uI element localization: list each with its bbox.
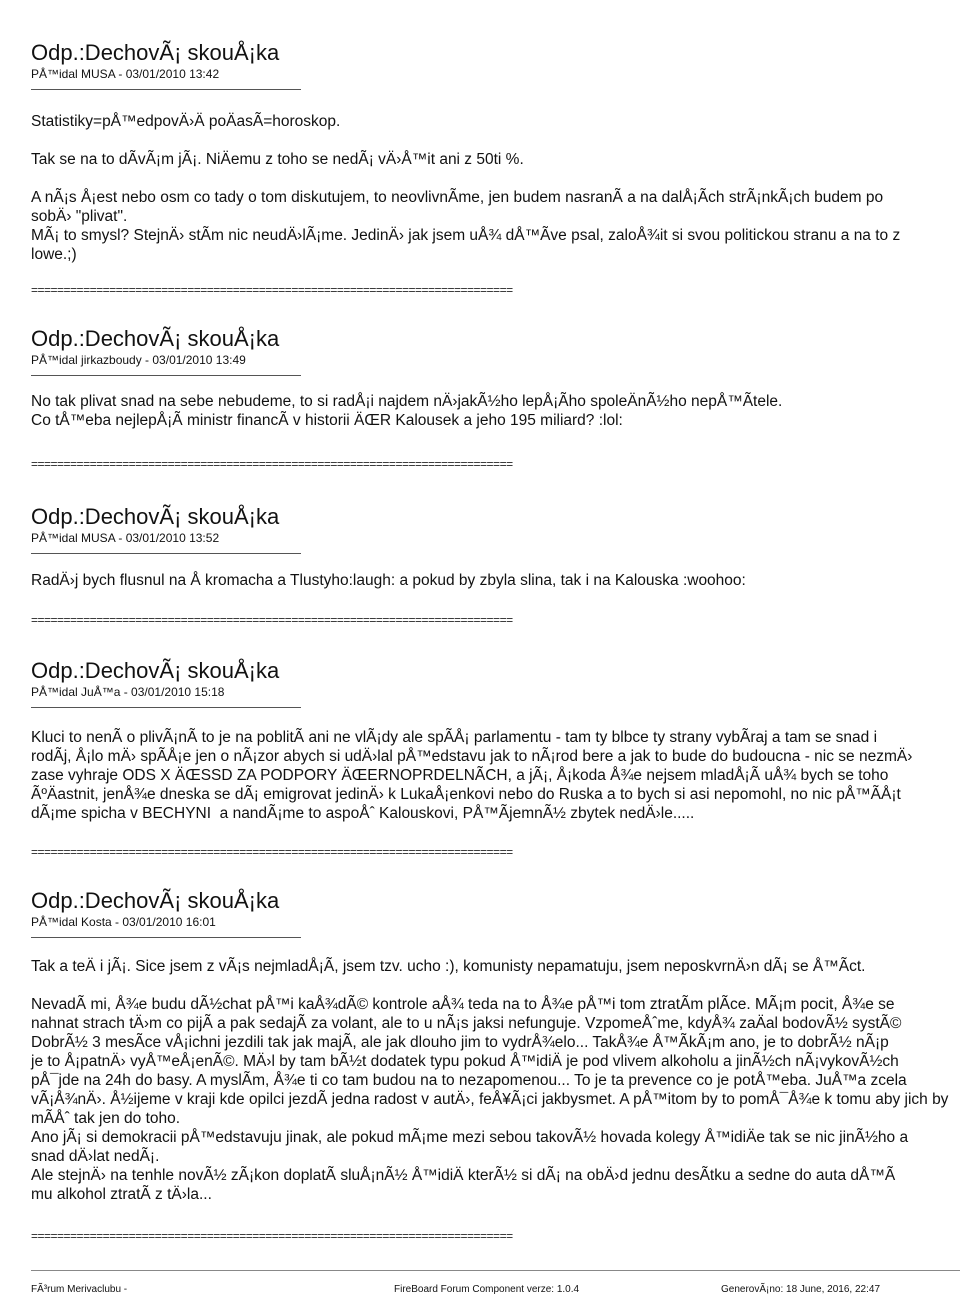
post-meta: PÅ™idal MUSA - 03/01/2010 13:42 [31, 67, 220, 81]
post-title: Odp.:DechovÃ¡ skouÅ¡ka [31, 888, 280, 913]
post-separator: ========================================================================== [31, 457, 513, 471]
body-line: NevadÃ mi, Å¾e budu dÃ½chat pÅ™i kaÅ¾dÃ© kontrole aÅ¾ teda na to Å¾e pÅ™i tom ztratÃm plÃce. MÃ¡m pocit, Å¾e se [31, 996, 895, 1013]
post-meta: PÅ™idal Kosta - 03/01/2010 16:01 [31, 915, 216, 929]
forum-post [31, 504, 960, 590]
body-line: Ano jÃ¡ si demokracii pÅ™edstavuju jinak, ale pokud mÃ¡me mezi sebou takovÃ½ hovada kolegy Å™idiÄe tak se nic jinÃ½ho a [31, 1129, 909, 1146]
footer-component-version: FireBoard Forum Component verze: 1.0.4 [394, 1284, 580, 1295]
post-title: Odp.:DechovÃ¡ skouÅ¡ka [31, 504, 280, 529]
body-line: sobÄ› "plivat". [31, 208, 128, 225]
post-separator: ========================================================================== [31, 845, 513, 859]
footer-generated-date: GenerovÃ¡no: 18 June, 2016, 22:47 [721, 1284, 881, 1295]
forum-post [31, 326, 960, 430]
body-line: Statistiky=pÅ™edpovÄ›Ä poÄasÃ=horoskop. [31, 113, 341, 130]
body-line: MÃ¡ to smysl? StejnÄ› stÃm nic neudÄ›lÃ¡me. JedinÄ› jak jsem uÅ¾ dÅ™Ãve psal, zaloÅ¾it si svou politickou stranu a na to z [31, 227, 901, 244]
post-separator: ========================================================================== [31, 613, 513, 627]
meta-divider [31, 553, 301, 554]
post-body [31, 571, 960, 590]
body-line: Ale stejnÄ› na tenhle novÃ½ zÃ¡kon doplatÃ sluÅ¡nÃ½ Å™idiÄ kterÃ½ si dÃ¡ na obÄ›d jednu desÃtku a sedne do auta dÅ™Ã [31, 1167, 896, 1184]
forum-post [31, 888, 960, 1204]
body-line: vÃ¡Å¾nÄ›. Å½ijeme v kraji kde opilci jezdÃ jedna radost v autÄ›, feÅ¥Ã¡ci jakbysmet. A pÅ™itom by to pomÅ¯Å¾e k tomu aby jich by [31, 1091, 949, 1108]
post-body [31, 392, 960, 430]
body-line: DobrÃ½ 3 mesÃce vÅ¡ichni jezdili tak jak majÃ, ale jak dlouho jim to vydrÅ¾elo... TakÅ¾e Å™ÃkÃ¡m ano, je to dobrÃ½ nÃ¡p [31, 1034, 889, 1051]
body-line: zase vyhraje ODS X ÄŒSSD ZA PODPORY ÄŒERNOPRDELNÃCH, a jÃ¡, Å¡koda Å¾e nejsem mladÅ¡Ã uÅ¾ bych se toho [31, 767, 889, 784]
post-meta: PÅ™idal jirkazboudy - 03/01/2010 13:49 [31, 353, 246, 367]
body-line: Kluci to nenÃ o plivÃ¡nÃ to je na poblitÃ ani ne vlÃ¡dy ale spÃÅ¡ parlamentu - tam ty blbce ty strany vybÃraj a tam se snad i [31, 729, 878, 746]
post-meta: PÅ™idal JuÅ™a - 03/01/2010 15:18 [31, 685, 225, 699]
body-line: RadÄ›j bych flusnul na Å kromacha a Tlustyho:laugh: a pokud by zbyla slina, tak i na Kalouska :woohoo: [31, 572, 746, 589]
body-line: No tak plivat snad na sebe nebudeme, to si radÅ¡i najdem nÄ›jakÃ½ho lepÅ¡Ãho spoleÄnÃ½ho nepÅ™Ãtele. [31, 393, 783, 410]
body-line: lowe.;) [31, 246, 77, 263]
post-title: Odp.:DechovÃ¡ skouÅ¡ka [31, 40, 280, 65]
meta-divider [31, 375, 301, 376]
post-separator: ========================================================================== [31, 1229, 513, 1243]
body-line: snad dÄ›lat nedÃ¡. [31, 1148, 160, 1165]
footer-site-name: FÃ³rum Merivaclubu - [31, 1284, 128, 1295]
post-separator: ========================================================================== [31, 283, 513, 297]
post-title: Odp.:DechovÃ¡ skouÅ¡ka [31, 658, 280, 683]
post-body [31, 728, 960, 823]
forum-post [31, 40, 960, 264]
body-line: Tak a teÄ i jÃ¡. Sice jsem z vÃ¡s nejmladÅ¡Ã, jsem tzv. ucho :), komunisty nepamatuju, jsem neposkvrnÄ›n dÃ¡ se Å™Ãct. [31, 958, 866, 975]
body-line: rodÃj, Å¡lo mÄ› spÃÅ¡e jen o nÃ¡zor abych si udÄ›lal pÅ™edstavu jak to nÃ¡rod bere a jak to bude do budoucna - nic se nezmÄ› [31, 748, 913, 765]
forum-post [31, 658, 960, 823]
meta-divider [31, 937, 301, 938]
body-line: je to Å¡patnÄ› vyÅ™eÅ¡enÃ©. MÄ›l by tam bÃ½t dodatek typu pokud Å™idiÄ je pod vlivem alkoholu a jinÃ½ch nÃ¡vykovÃ½ch [31, 1053, 899, 1070]
body-line: dÃ¡me spicha v BECHYNI a nandÃ¡me to aspoÅˆ Kalouskovi, PÅ™ÃjemnÃ½ zbytek nedÄ›le..... [31, 805, 695, 822]
body-line: mu alkohol ztratÃ z tÄ›la... [31, 1186, 212, 1203]
meta-divider [31, 707, 301, 708]
post-meta: PÅ™idal MUSA - 03/01/2010 13:52 [31, 531, 220, 545]
meta-divider [31, 89, 301, 90]
body-line: Co tÅ™eba nejlepÅ¡Ã ministr financÃ v historii ÄŒR Kalousek a jeho 195 miliard? :lol: [31, 412, 623, 429]
post-title: Odp.:DechovÃ¡ skouÅ¡ka [31, 326, 280, 351]
body-line: nahnat strach tÄ›m co pijÃ a pak sedajÃ za volant, ale to u nÃ¡s jaksi nefunguje. VzpomeÅˆme, kdyÅ¾ zaÄal bodovÃ½ systÃ© [31, 1015, 902, 1032]
body-line: pÅ¯jde na 24h do basy. A myslÃm, Å¾e ti co tam budou na to nezapomenou... To je ta prevence co je potÅ™eba. JuÅ™a zcela [31, 1072, 907, 1089]
body-line: ÃºÄastnit, jenÅ¾e dneska se dÃ¡ emigrovat jedinÄ› k LukaÅ¡enkovi nebo do Ruska a to bych si asi nepomohl, no nic pÅ™ÃÅ¡t [31, 786, 901, 803]
page-footer [31, 1270, 960, 1295]
post-body [31, 112, 960, 264]
body-line: A nÃ¡s Å¡est nebo osm co tady o tom diskutujem, to neovlivnÃme, jen budem nasranÃ a na dalÅ¡Ãch strÃ¡nkÃ¡ch budem po [31, 189, 884, 206]
post-body [31, 957, 960, 1204]
body-line: mÃÅˆ tak jen do toho. [31, 1110, 181, 1127]
body-line: Tak se na to dÃvÃ¡m jÃ¡. NiÄemu z toho se nedÃ¡ vÄ›Å™it ani z 50ti %. [31, 151, 524, 168]
